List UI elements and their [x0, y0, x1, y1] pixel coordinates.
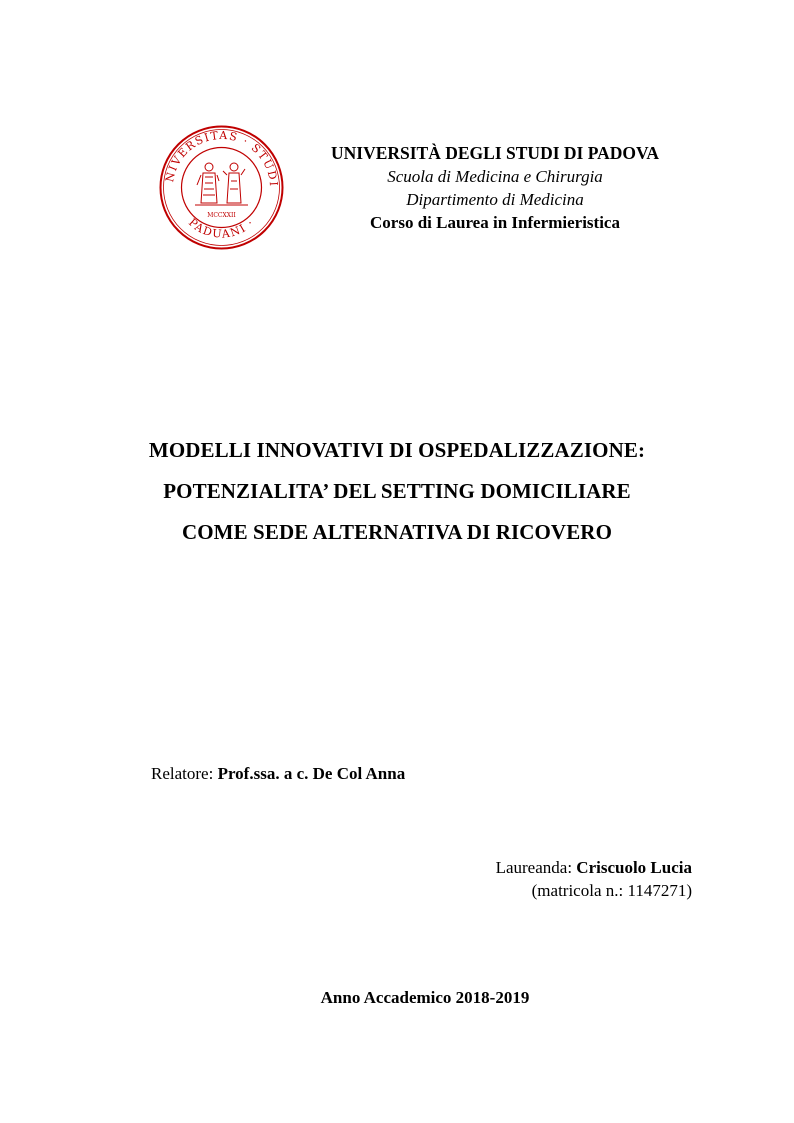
supervisor-label: Relatore:: [151, 764, 218, 783]
academic-year: Anno Accademico 2018-2019: [320, 988, 530, 1007]
thesis-title: [100, 430, 694, 553]
candidate-label: Laureanda:: [495, 858, 577, 877]
university-seal-icon: [159, 125, 284, 250]
thesis-title-line-3: COME SEDE ALTERNATIVA DI RICOVERO: [181, 520, 613, 544]
candidate-matricola: (matricola n.: 1147271): [531, 881, 692, 900]
supervisor: [151, 764, 405, 784]
candidate-name: Criscuolo Lucia: [576, 858, 692, 877]
thesis-title-line-1: MODELLI INNOVATIVI DI OSPEDALIZZAZIONE:: [148, 438, 646, 462]
department-name: Dipartimento di Medicina: [406, 190, 584, 209]
header-block: [290, 142, 700, 234]
svg-text:UNIVERSITAS · STUDII: NIVERSITAS · STUDI: [163, 128, 281, 188]
thesis-title-line-2: POTENZIALITA’ DEL SETTING DOMICILIARE: [163, 479, 631, 503]
svg-text:MCCXXII: MCCXXII: [207, 212, 236, 219]
university-name: UNIVERSITÀ DEGLI STUDI DI PADOVA: [330, 143, 660, 163]
candidate: [496, 856, 692, 902]
school-name: Scuola di Medicina e Chirurgia: [387, 167, 603, 186]
svg-text:PADUANI ·: PADUANI ·: [185, 215, 258, 241]
supervisor-name: Prof.ssa. a c. De Col Anna: [217, 764, 406, 783]
course-name: Corso di Laurea in Infermieristica: [370, 213, 620, 232]
